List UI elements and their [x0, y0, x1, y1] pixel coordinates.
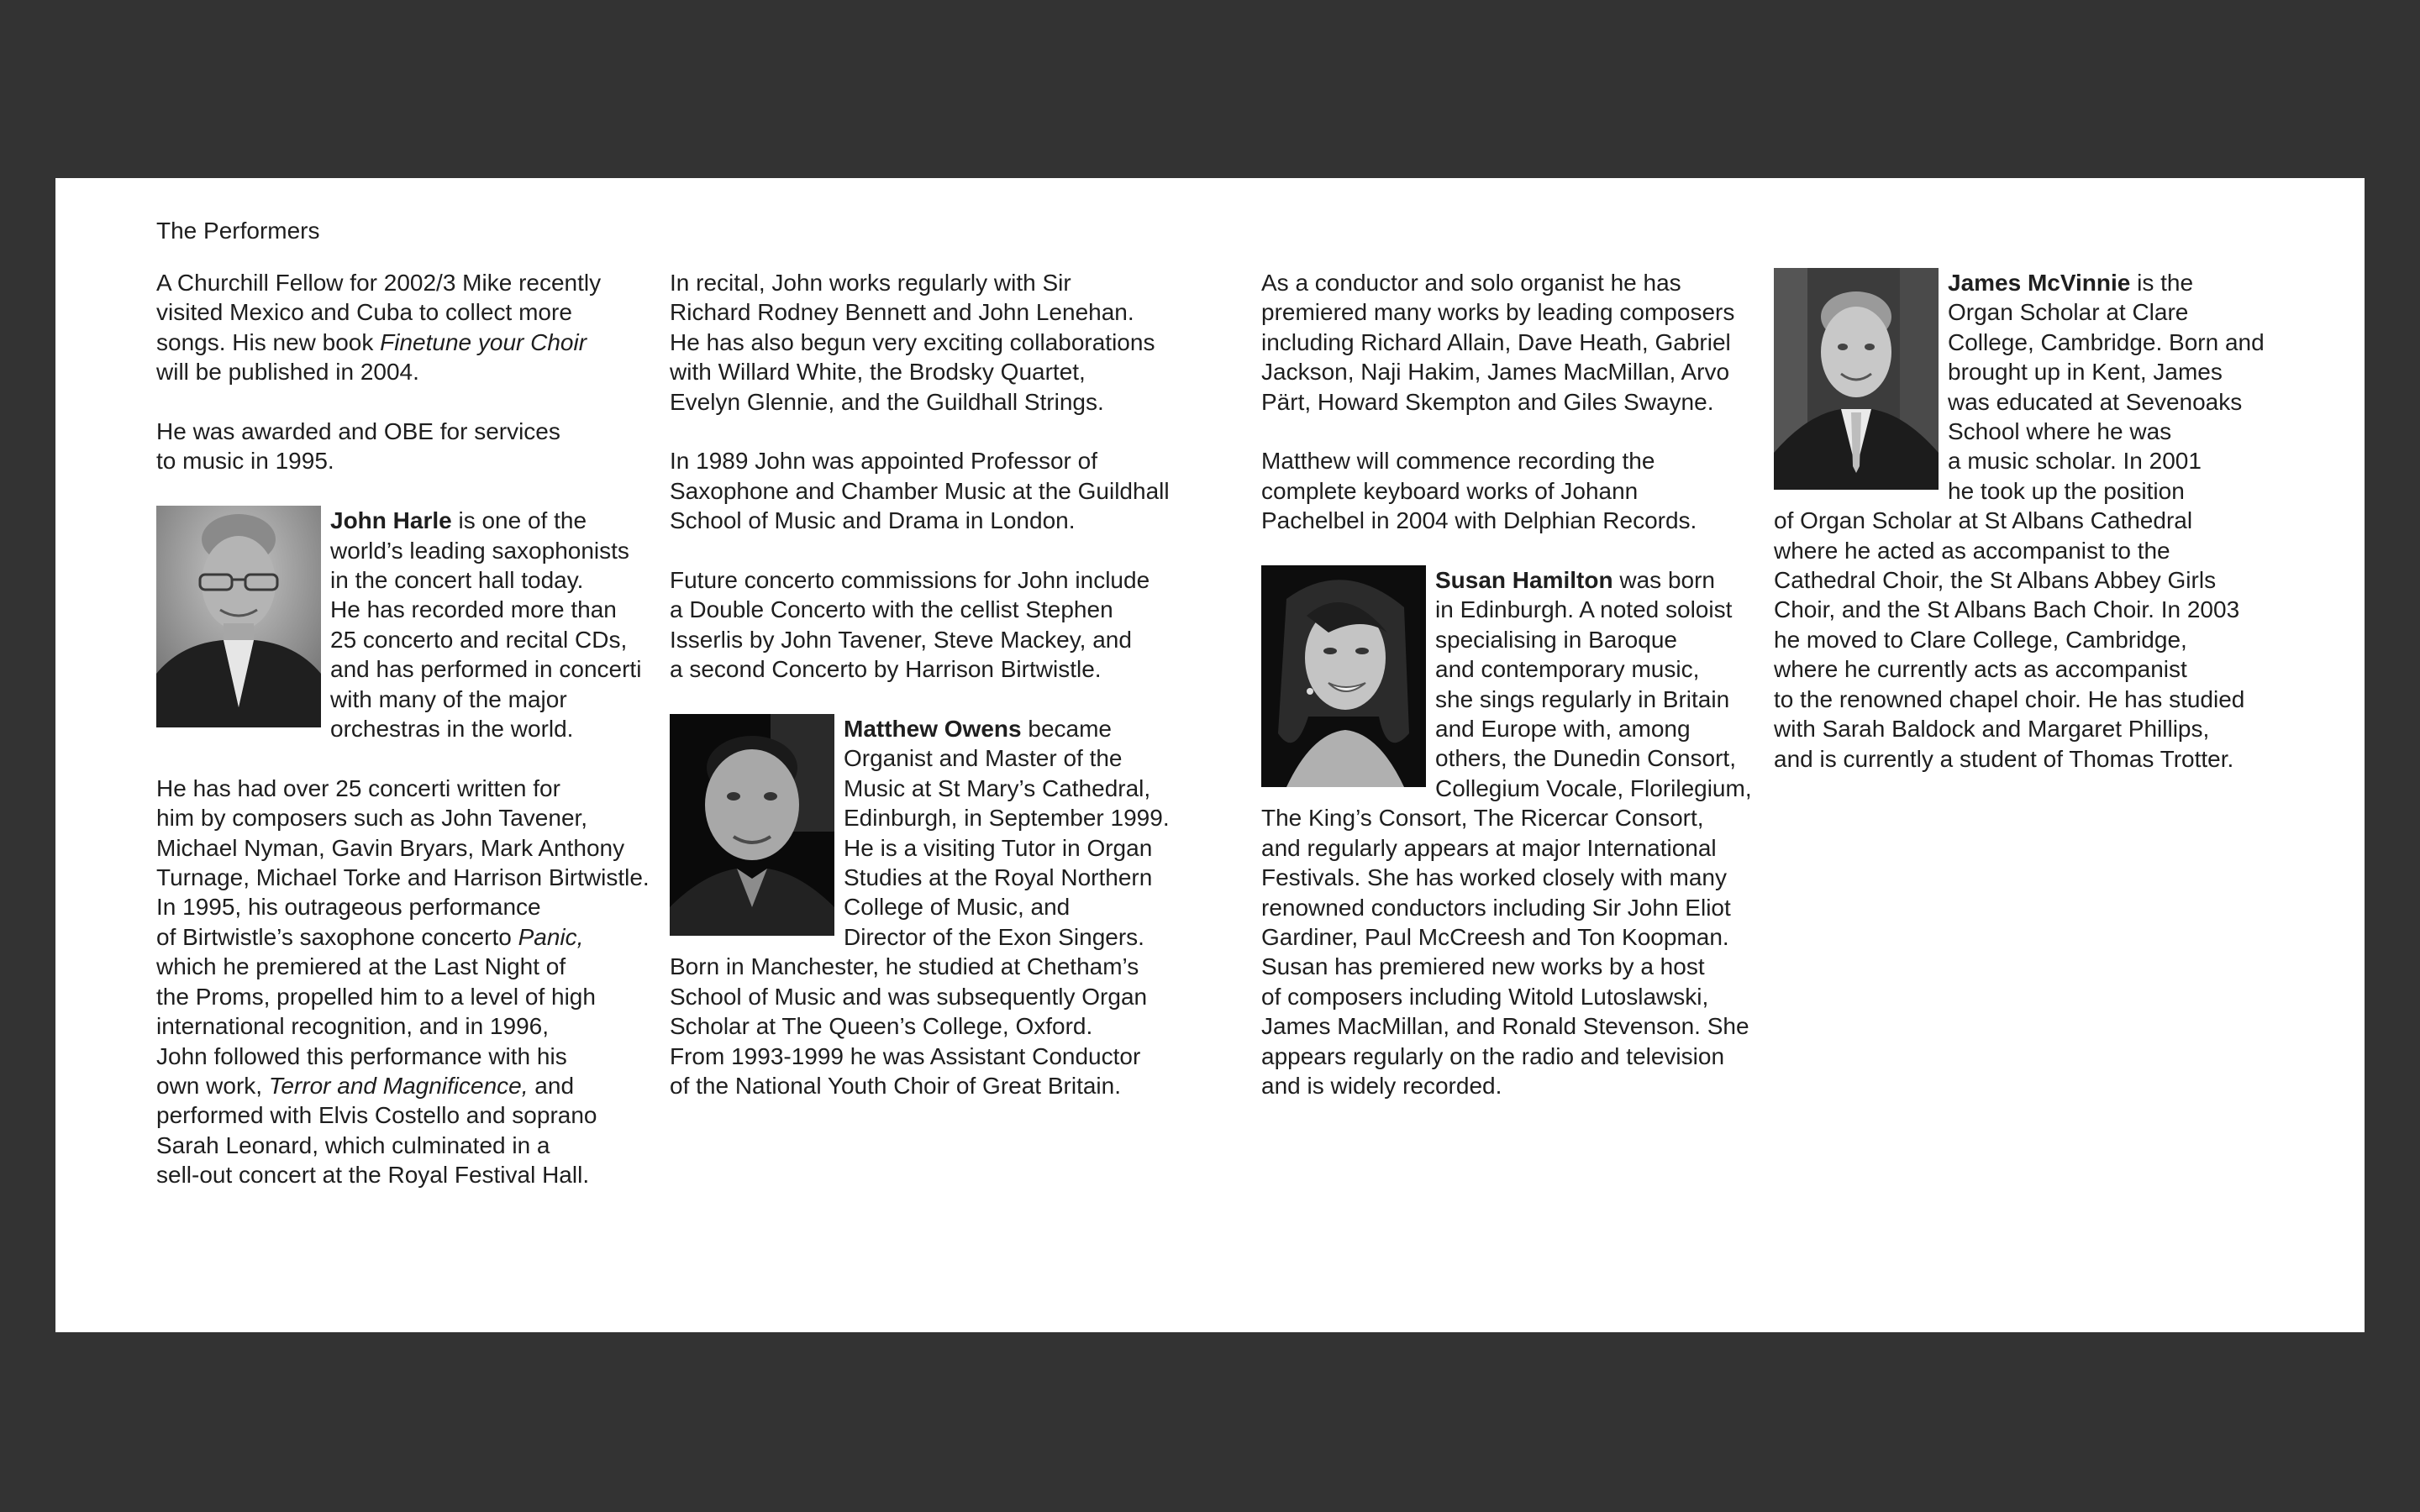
column-2	[670, 268, 1170, 1100]
column-1	[156, 268, 652, 1190]
paragraph-future: Future concerto commissions for John include a Double Concerto with the cellist Stephen Isserlis by John Tavener, Steve Mackey, and a second Concerto by Harrison Birtwistle.	[670, 567, 1150, 683]
page-title: The Performers	[156, 218, 320, 244]
performer-name: John Harle	[330, 507, 452, 534]
paragraph-conductor: As a conductor and solo organist he has premiered many works by leading composers including Richard Allain, Dave Heath, Gabriel Jackson, Naji Hakim, James MacMillan, Arvo Pärt, Howard Skempton and Giles Swayne.	[1261, 270, 1735, 415]
column-4	[1774, 268, 2270, 774]
bio-john-harle: John Harle is one of the world’s leading saxophonists in the concert hall today. He has recorded more than 25 concerto and recital CDs, and has performed in concerti with many of the major orchestras in the world.	[156, 506, 652, 743]
performer-name: James McVinnie	[1948, 270, 2131, 296]
susan-hamilton-photo	[1261, 565, 1426, 787]
bio-james-mcvinnie: James McVinnie is the Organ Scholar at Clare College, Cambridge. Born and brought up in Kent, James was educated at Sevenoaks School where he was a music scholar. In 2001 he took up the position of Organ Scholar at St Albans Cathedral where he acted as accompanist to the Cathedral Choir, the St Albans Abbey Girls Choir, and the St Albans Bach Choir. In 2003 he moved to Clare College, Cambridge, where he currently acts as accompanist to the renowned chapel choir. He has studied with Sarah Baldock and Margaret Phillips, and is currently a student of Thomas Trotter.	[1774, 270, 2265, 772]
column-3	[1261, 268, 1757, 1100]
paragraph-recording: Matthew will commence recording the complete keyboard works of Johann Pachelbel in 2004 with Delphian Records.	[1261, 448, 1697, 534]
paragraph-concerti: He has had over 25 concerti written for him by composers such as John Tavener, Michael Nyman, Gavin Bryars, Mark Anthony Turnage, Michael Torke and Harrison Birtwistle. In 1995, his outrageous performance of Birtwistle’s saxophone concerto Panic, which he premiered at the Last Night of the Proms, propelled him to a level of high international recognition, and in 1996, John followed this performance with his own work, Terror and Magnificence, and performed with Elvis Costello and soprano Sarah Leonard, which culminated in a sell-out concert at the Royal Festival Hall.	[156, 774, 650, 1189]
booklet-page	[55, 178, 2365, 1332]
performer-name: Susan Hamilton	[1435, 567, 1613, 594]
paragraph-recital: In recital, John works regularly with Sir Richard Rodney Bennett and John Lenehan. He has also begun very exciting collaborations with Willard White, the Brodsky Quartet, Evelyn Glennie, and the Guildhall Strings.	[670, 270, 1155, 415]
matthew-owens-photo	[670, 714, 834, 936]
paragraph-churchill: A Churchill Fellow for 2002/3 Mike recently visited Mexico and Cuba to collect more songs. His new book Finetune your Choir will be published in 2004.	[156, 270, 602, 386]
james-mcvinnie-photo	[1774, 268, 1939, 490]
paragraph-professor: In 1989 John was appointed Professor of Saxophone and Chamber Music at the Guildhall School of Music and Drama in London.	[670, 448, 1170, 534]
bio-matthew-owens: Matthew Owens became Organist and Master of the Music at St Mary’s Cathedral, Edinburgh, in September 1999. He is a visiting Tutor in Organ Studies at the Royal Northern College of Music, and Director of the Exon Singers. Born in Manchester, he studied at Chetham’s School of Music and was subsequently Organ Scholar at The Queen’s College, Oxford. From 1993-1999 he was Assistant Conductor of the National Youth Choir of Great Britain.	[670, 716, 1170, 1099]
john-harle-photo	[156, 506, 321, 727]
performer-name: Matthew Owens	[844, 716, 1022, 743]
paragraph-obe: He was awarded and OBE for services to music in 1995.	[156, 418, 560, 475]
bio-susan-hamilton: Susan Hamilton was born in Edinburgh. A noted soloist specialising in Baroque and contemporary music, she sings regularly in Britain and Europe with, among others, the Dunedin Consort, Collegium Vocale, Florilegium, The King’s Consort, The Ricercar Consort, and regularly appears at major International Festivals. She has worked closely with many renowned conductors including Sir John Eliot Gardiner, Paul McCreesh and Ton Koopman. Susan has premiered new works by a host of composers including Witold Lutoslawski, James MacMillan, and Ronald Stevenson. She appears regularly on the radio and television and is widely recorded.	[1261, 567, 1752, 1099]
